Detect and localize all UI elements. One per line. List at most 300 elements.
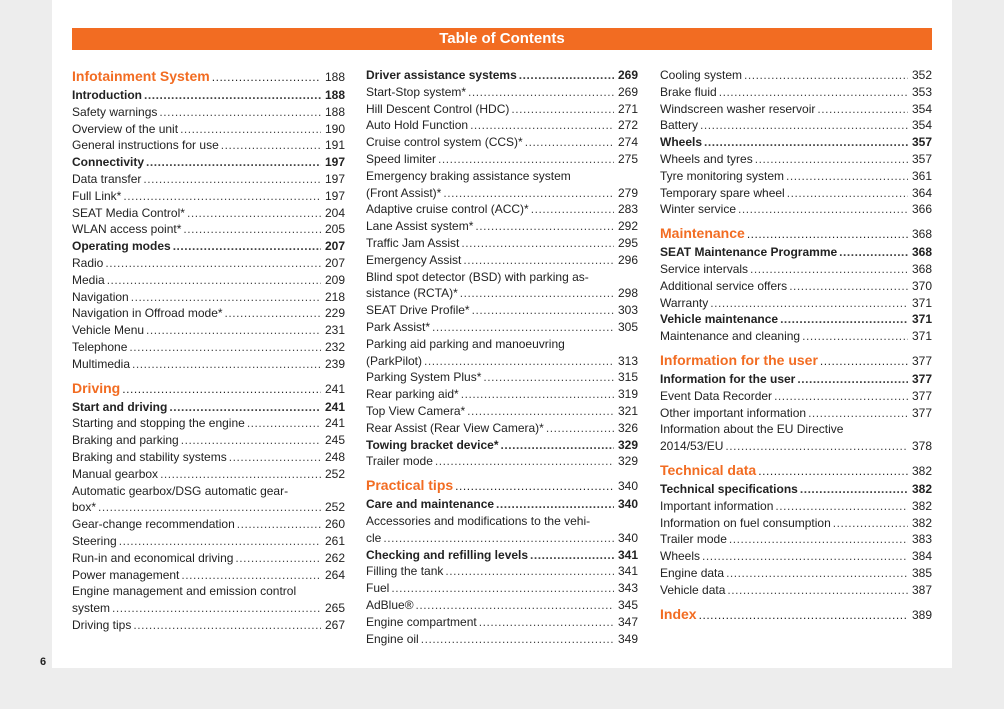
dot-leader <box>173 238 321 255</box>
toc-page-number: 197 <box>324 188 345 203</box>
toc-entry[interactable] <box>366 201 638 218</box>
toc-label: Care and maintenance <box>366 497 495 512</box>
toc-label: system <box>72 601 111 616</box>
toc-entry[interactable] <box>366 101 638 118</box>
toc-page-number: 272 <box>617 118 638 133</box>
toc-label: Traffic Jam Assist <box>366 235 460 250</box>
toc-entry[interactable] <box>366 319 638 336</box>
toc-page-number: 197 <box>324 155 345 170</box>
dot-leader <box>758 462 908 480</box>
toc-label: Auto Hold Function <box>366 118 469 133</box>
toc-label: Top View Camera* <box>366 403 466 418</box>
toc-page-number: 321 <box>617 403 638 418</box>
dot-leader <box>496 496 614 513</box>
toc-page-number: 188 <box>324 70 345 84</box>
toc-entry-line: Emergency braking assistance system <box>366 168 571 183</box>
toc-label: Start-Stop system* <box>366 84 467 99</box>
dot-leader <box>119 533 321 550</box>
dot-leader <box>129 339 321 356</box>
toc-page-number: 340 <box>617 479 638 494</box>
toc-entry-line: Information about the EU Directive <box>660 422 844 437</box>
toc-entry[interactable] <box>366 453 638 470</box>
dot-leader <box>416 597 614 614</box>
toc-label: Information on fuel consumption <box>660 515 831 530</box>
dot-leader <box>463 252 614 269</box>
toc-page-number: 188 <box>324 88 345 102</box>
toc-page-number: 262 <box>324 550 345 565</box>
toc-entry[interactable] <box>366 252 638 269</box>
dot-leader <box>479 614 614 631</box>
toc-label: Technical specifications <box>660 481 798 496</box>
toc-label: Emergency Assist <box>366 252 462 267</box>
toc-label: Maintenance and cleaning <box>660 329 801 344</box>
toc-page-number: 387 <box>911 582 932 597</box>
toc-entry[interactable] <box>366 386 638 403</box>
dot-leader <box>122 380 321 398</box>
toc-entry[interactable] <box>72 356 345 373</box>
toc-page-number: 209 <box>324 272 345 287</box>
toc-entry[interactable] <box>72 567 345 584</box>
toc-label: Speed limiter <box>366 151 437 166</box>
dot-leader <box>699 606 908 624</box>
toc-label: Wheels <box>660 549 701 564</box>
toc-label: Navigation in Offroad mode* <box>72 306 223 321</box>
toc-page-number: 352 <box>911 68 932 82</box>
toc-label: Information for the user <box>660 351 818 368</box>
toc-entry[interactable] <box>660 548 932 565</box>
toc-label: Vehicle maintenance <box>660 312 779 327</box>
toc-label: box* <box>72 500 97 515</box>
toc-label: Cruise control system (CCS)* <box>366 135 523 150</box>
toc-label: 2014/53/EU <box>660 439 724 454</box>
toc-entry[interactable] <box>72 205 345 222</box>
toc-entry-line: Parking aid parking and manoeuvring <box>366 336 565 351</box>
toc-page-number: 313 <box>617 353 638 368</box>
dot-leader <box>726 565 908 582</box>
toc-subsection[interactable] <box>660 311 932 328</box>
toc-label: Battery <box>660 118 699 133</box>
toc-entry[interactable] <box>72 188 345 205</box>
toc-entry[interactable] <box>72 121 345 138</box>
dot-leader <box>143 171 321 188</box>
dot-leader <box>146 322 321 339</box>
toc-section[interactable] <box>366 476 638 495</box>
toc-page-number: 207 <box>324 255 345 270</box>
toc-page-number: 241 <box>324 381 345 396</box>
toc-entry[interactable] <box>366 597 638 614</box>
dot-leader <box>817 101 908 118</box>
dot-leader <box>383 530 614 547</box>
toc-label: Introduction <box>72 88 142 102</box>
toc-label: Starting and stopping the engine <box>72 416 245 431</box>
toc-entry[interactable] <box>72 600 345 617</box>
dot-leader <box>755 151 908 168</box>
toc-page-number: 377 <box>911 371 932 386</box>
toc-page-number: 248 <box>324 449 345 464</box>
dot-leader <box>744 67 908 84</box>
toc-label: Driving tips <box>72 617 132 632</box>
toc-entry[interactable] <box>72 533 345 550</box>
toc-page-number: 319 <box>617 387 638 402</box>
dot-leader <box>460 285 614 302</box>
dot-leader <box>181 567 321 584</box>
page-number: 6 <box>40 656 47 668</box>
toc-entry[interactable] <box>366 563 638 580</box>
toc-page-number: 303 <box>617 303 638 318</box>
toc-entry[interactable] <box>72 221 345 238</box>
toc-label: Vehicle data <box>660 582 726 597</box>
dot-leader <box>98 499 321 516</box>
toc-label: Start and driving <box>72 399 168 414</box>
dot-leader <box>169 399 321 416</box>
toc-label: Technical data <box>660 461 757 478</box>
dot-leader <box>180 121 321 138</box>
dot-leader <box>780 311 908 328</box>
toc-label: Temporary spare wheel <box>660 185 785 200</box>
toc-column-2 <box>366 67 638 647</box>
toc-page-number: 188 <box>324 104 345 119</box>
dot-leader <box>525 134 614 151</box>
dot-leader <box>808 405 908 422</box>
dot-leader <box>470 117 614 134</box>
toc-subsection[interactable] <box>366 437 638 454</box>
toc-entry[interactable] <box>366 353 638 370</box>
dot-leader <box>432 319 614 336</box>
dot-leader <box>461 386 614 403</box>
dot-leader <box>438 151 614 168</box>
dot-leader <box>421 631 614 648</box>
toc-entry[interactable] <box>660 328 932 345</box>
dot-leader <box>800 481 908 498</box>
toc-subsection[interactable] <box>366 547 638 564</box>
dot-leader <box>483 369 614 386</box>
toc-page-number: 345 <box>617 597 638 612</box>
dot-leader <box>719 84 908 101</box>
toc-page-number: 385 <box>911 565 932 580</box>
toc-entry[interactable] <box>72 289 345 306</box>
toc-label: Cooling system <box>660 68 743 82</box>
toc-entry[interactable] <box>72 255 345 272</box>
dot-leader <box>467 403 614 420</box>
toc-page-number: 260 <box>324 517 345 532</box>
dot-leader <box>461 235 614 252</box>
toc-page-number: 368 <box>911 245 932 260</box>
toc-page-number: 218 <box>324 289 345 304</box>
dot-leader <box>455 477 614 495</box>
toc-label: Tyre monitoring system <box>660 168 785 183</box>
toc-entry[interactable] <box>366 84 638 101</box>
toc-page-number: 292 <box>617 219 638 234</box>
dot-leader <box>802 328 908 345</box>
toc-page-number: 296 <box>617 252 638 267</box>
toc-page-number: 371 <box>911 295 932 310</box>
toc-page-number: 283 <box>617 202 638 217</box>
toc-label: Telephone <box>72 339 128 354</box>
toc-section[interactable] <box>72 379 345 398</box>
toc-page-number: 305 <box>617 319 638 334</box>
toc-page-number: 298 <box>617 286 638 301</box>
dot-leader <box>443 185 614 202</box>
toc-entry[interactable] <box>660 531 932 548</box>
toc-section[interactable] <box>660 461 932 480</box>
toc-page-number: 343 <box>617 581 638 596</box>
dot-leader <box>160 466 321 483</box>
dot-leader <box>530 547 614 564</box>
toc-page-number: 326 <box>617 420 638 435</box>
dot-leader <box>774 388 908 405</box>
toc-label: AdBlue® <box>366 597 414 612</box>
toc-entry[interactable] <box>660 405 932 422</box>
toc-label: Multimedia <box>72 356 131 371</box>
toc-entry-line: Blind spot detector (BSD) with parking as- <box>366 269 589 284</box>
dot-leader <box>702 548 908 565</box>
toc-entry[interactable] <box>72 617 345 634</box>
toc-entry[interactable] <box>660 438 932 455</box>
toc-label: SEAT Media Control* <box>72 205 185 220</box>
toc-entry[interactable] <box>660 67 932 84</box>
toc-page-number: 315 <box>617 370 638 385</box>
toc-subsection[interactable] <box>660 244 932 261</box>
dot-leader <box>133 617 321 634</box>
toc-page-number: 252 <box>324 500 345 515</box>
dot-leader <box>424 353 614 370</box>
dot-leader <box>159 104 321 121</box>
dot-leader <box>775 498 908 515</box>
toc-label: Wheels and tyres <box>660 151 753 166</box>
toc-label: Other important information <box>660 405 807 420</box>
toc-label: Adaptive cruise control (ACC)* <box>366 202 529 217</box>
toc-column-1 <box>72 67 345 634</box>
toc-entry-line: Automatic gearbox/DSG automatic gear- <box>72 483 289 498</box>
toc-section[interactable] <box>72 67 345 86</box>
toc-entry[interactable] <box>366 302 638 319</box>
toc-label: Checking and refilling levels <box>366 547 529 562</box>
toc-label: (Front Assist)* <box>366 185 442 200</box>
toc-entry[interactable] <box>660 261 932 278</box>
dot-leader <box>468 84 614 101</box>
toc-entry[interactable] <box>72 499 345 516</box>
toc-page-number: 197 <box>324 171 345 186</box>
dot-leader <box>725 438 908 455</box>
toc-entry[interactable] <box>366 285 638 302</box>
toc-entry[interactable] <box>72 550 345 567</box>
toc-entry[interactable] <box>660 565 932 582</box>
toc-entry[interactable] <box>660 201 932 218</box>
toc-label: Full Link* <box>72 188 122 203</box>
toc-page-number: 382 <box>911 463 932 478</box>
toc-page-number: 271 <box>617 101 638 116</box>
toc-label: Overview of the unit <box>72 121 179 136</box>
toc-label: Connectivity <box>72 155 145 170</box>
toc-page-number: 241 <box>324 416 345 431</box>
toc-page-number: 274 <box>617 135 638 150</box>
toc-page-number: 341 <box>617 564 638 579</box>
toc-subsection[interactable] <box>660 371 932 388</box>
toc-page-number: 383 <box>911 532 932 547</box>
toc-entry[interactable] <box>660 185 932 202</box>
toc-page-number: 229 <box>324 306 345 321</box>
toc-label: Run-in and economical driving <box>72 550 234 565</box>
toc-label: Park Assist* <box>366 319 431 334</box>
toc-subsection[interactable] <box>660 134 932 151</box>
toc-label: Rear Assist (Rear View Camera)* <box>366 420 544 435</box>
toc-page-number: 357 <box>911 135 932 150</box>
toc-entry[interactable] <box>72 272 345 289</box>
toc-label: Towing bracket device* <box>366 437 499 452</box>
toc-entry[interactable] <box>72 322 345 339</box>
toc-page-number: 371 <box>911 312 932 327</box>
dot-leader <box>123 188 321 205</box>
dot-leader <box>475 218 614 235</box>
toc-entry[interactable] <box>366 134 638 151</box>
toc-entry[interactable] <box>366 403 638 420</box>
toc-page-number: 366 <box>911 202 932 217</box>
toc-entry[interactable] <box>366 530 638 547</box>
toc-section[interactable] <box>660 351 932 370</box>
toc-page-number: 267 <box>324 617 345 632</box>
dot-leader <box>144 87 321 104</box>
toc-label: Winter service <box>660 202 737 217</box>
toc-page-number: 295 <box>617 235 638 250</box>
toc-entry[interactable] <box>72 415 345 432</box>
toc-section[interactable] <box>660 605 932 624</box>
dot-leader <box>519 67 614 84</box>
dot-leader <box>789 278 908 295</box>
toc-page-number: 368 <box>911 261 932 276</box>
toc-entry[interactable] <box>366 218 638 235</box>
toc-entry[interactable] <box>660 117 932 134</box>
toc-page-number: 382 <box>911 515 932 530</box>
dot-leader <box>187 205 321 222</box>
toc-page-number: 245 <box>324 433 345 448</box>
toc-entry[interactable] <box>366 631 638 648</box>
toc-page-number: 265 <box>324 601 345 616</box>
toc-page-number: 377 <box>911 388 932 403</box>
toc-label: Information for the user <box>660 371 796 386</box>
toc-page-number: 239 <box>324 356 345 371</box>
toc-page-number: 191 <box>324 138 345 153</box>
toc-label: Braking and stability systems <box>72 449 227 464</box>
toc-entry[interactable] <box>366 151 638 168</box>
toc-entry[interactable] <box>660 278 932 295</box>
toc-label: Event Data Recorder <box>660 388 773 403</box>
toc-entry[interactable] <box>72 137 345 154</box>
toc-label: Infotainment System <box>72 68 210 84</box>
toc-entry[interactable] <box>72 104 345 121</box>
toc-entry[interactable] <box>72 432 345 449</box>
dot-leader <box>729 531 908 548</box>
toc-label: General instructions for use <box>72 138 219 153</box>
toc-entry[interactable] <box>660 151 932 168</box>
toc-entry[interactable] <box>72 466 345 483</box>
toc-entry[interactable] <box>72 449 345 466</box>
toc-label: Operating modes <box>72 239 171 254</box>
toc-label: Practical tips <box>366 477 454 494</box>
toc-label: Trailer mode <box>366 454 433 469</box>
toc-page-number: 275 <box>617 151 638 166</box>
toc-entry[interactable] <box>366 117 638 134</box>
toc-page-number: 353 <box>911 84 932 99</box>
toc-subsection[interactable] <box>366 67 638 84</box>
toc-entry[interactable] <box>366 580 638 597</box>
toc-entry[interactable] <box>72 516 345 533</box>
toc-entry[interactable] <box>660 498 932 515</box>
toc-page-number: 232 <box>324 339 345 354</box>
dot-leader <box>237 516 321 533</box>
dot-leader <box>511 101 614 118</box>
toc-entry[interactable] <box>660 515 932 532</box>
toc-label: Service intervals <box>660 261 749 276</box>
dot-leader <box>212 68 321 86</box>
toc-label: Engine compartment <box>366 614 477 629</box>
toc-entry[interactable] <box>72 305 345 322</box>
dot-leader <box>131 289 321 306</box>
toc-page-number: 252 <box>324 466 345 481</box>
toc-entry[interactable] <box>366 420 638 437</box>
dot-leader <box>435 453 614 470</box>
toc-label: Navigation <box>72 289 129 304</box>
toc-page-number: 264 <box>324 567 345 582</box>
toc-entry[interactable] <box>660 101 932 118</box>
toc-subsection[interactable] <box>72 238 345 255</box>
toc-subsection[interactable] <box>72 87 345 104</box>
toc-label: Important information <box>660 498 774 513</box>
dot-leader <box>786 168 908 185</box>
toc-page-number: 384 <box>911 549 932 564</box>
toc-entry[interactable] <box>72 171 345 188</box>
dot-leader <box>229 449 321 466</box>
dot-leader <box>839 244 908 261</box>
dot-leader <box>833 515 908 532</box>
toc-label: Driver assistance systems <box>366 68 517 82</box>
toc-label: Manual gearbox <box>72 466 159 481</box>
toc-page-number: 349 <box>617 631 638 646</box>
toc-label: Index <box>660 605 697 622</box>
toc-entry[interactable] <box>660 295 932 312</box>
dot-leader <box>787 185 908 202</box>
dot-leader <box>820 352 908 370</box>
toc-label: Additional service offers <box>660 278 788 293</box>
toc-entry[interactable] <box>660 388 932 405</box>
toc-page-number: 364 <box>911 185 932 200</box>
toc-entry[interactable] <box>660 84 932 101</box>
toc-label: WLAN access point* <box>72 222 182 237</box>
toc-subsection[interactable] <box>72 399 345 416</box>
toc-subsection[interactable] <box>72 154 345 171</box>
toc-entry[interactable] <box>366 185 638 202</box>
toc-entry[interactable] <box>366 235 638 252</box>
toc-entry[interactable] <box>660 582 932 599</box>
toc-page-number: 378 <box>911 439 932 454</box>
toc-label: Media <box>72 272 105 287</box>
toc-page-number: 231 <box>324 323 345 338</box>
toc-section[interactable] <box>660 224 932 243</box>
toc-label: Wheels <box>660 135 703 150</box>
dot-leader <box>221 137 321 154</box>
toc-page-number: 341 <box>617 547 638 562</box>
toc-entry[interactable] <box>366 614 638 631</box>
toc-entry[interactable] <box>72 339 345 356</box>
toc-subsection[interactable] <box>660 481 932 498</box>
toc-label: Engine oil <box>366 631 419 646</box>
toc-label: SEAT Maintenance Programme <box>660 245 838 260</box>
toc-subsection[interactable] <box>366 496 638 513</box>
toc-entry[interactable] <box>660 168 932 185</box>
toc-entry[interactable] <box>366 369 638 386</box>
toc-label: (ParkPilot) <box>366 353 423 368</box>
toc-page-number: 377 <box>911 353 932 368</box>
dot-leader <box>501 437 615 454</box>
